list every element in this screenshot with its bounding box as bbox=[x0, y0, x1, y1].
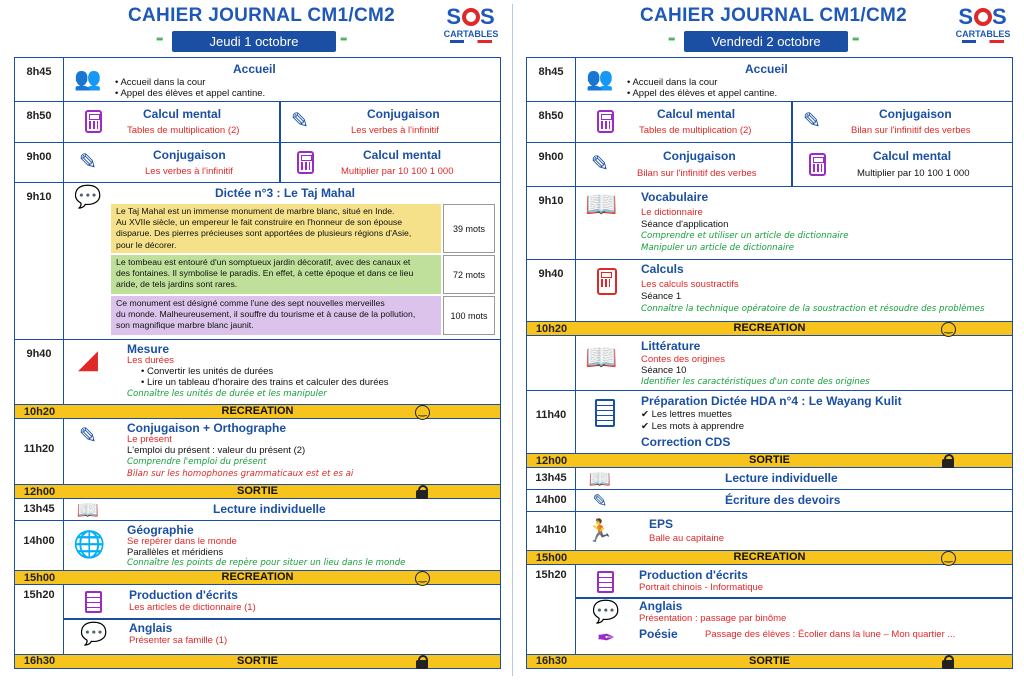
checklist-item: ✔ Les lettres muettes bbox=[641, 409, 732, 420]
subject-title: Anglais bbox=[639, 599, 683, 613]
time-cell: 11h40 bbox=[527, 391, 576, 453]
exit-label: SORTIE bbox=[237, 485, 278, 497]
time-cell: 10h20 bbox=[535, 323, 568, 335]
subject-title: EPS bbox=[649, 517, 674, 531]
subject-detail: Le présent bbox=[127, 434, 172, 445]
time-cell: 15h20 bbox=[527, 565, 576, 655]
subject-detail: Les articles de dictionnaire (1) bbox=[129, 602, 256, 613]
subject-title: Littérature bbox=[641, 339, 701, 353]
bullet-item: • Lire un tableau d'horaire des trains et calculer des durées bbox=[141, 377, 389, 388]
page-jeudi bbox=[10, 0, 510, 683]
pencil-icon: ✎ bbox=[802, 108, 822, 133]
time-cell: 9h00 bbox=[15, 143, 64, 182]
smiley-icon: ‿ bbox=[941, 322, 956, 337]
exit-row bbox=[15, 485, 500, 499]
smiley-icon: ‿ bbox=[415, 571, 430, 586]
time-cell: 9h40 bbox=[15, 340, 64, 404]
runner-icon: 🏃 bbox=[586, 518, 614, 543]
learning-goal: Connaître la technique opératoire de la soustraction et résoudre des problèmes bbox=[641, 304, 985, 314]
schedule-row bbox=[527, 102, 1012, 143]
time-cell bbox=[527, 336, 576, 390]
subject-detail: Présenter sa famille (1) bbox=[129, 635, 228, 646]
subject-title: Mesure bbox=[127, 342, 170, 356]
lesson-line: Séance d'application bbox=[641, 219, 729, 230]
subject-title: Correction CDS bbox=[641, 435, 731, 449]
lock-icon bbox=[416, 485, 428, 499]
exit-row bbox=[15, 654, 500, 668]
day-banner: Jeudi 1 octobre bbox=[172, 31, 336, 52]
subject-title: Conjugaison bbox=[153, 148, 226, 162]
schedule-row bbox=[15, 102, 500, 143]
logo-subtitle: CARTABLES bbox=[443, 29, 499, 39]
time-cell: 14h00 bbox=[15, 521, 64, 570]
subject-title: Conjugaison + Orthographe bbox=[127, 421, 287, 435]
document-icon bbox=[597, 571, 614, 593]
chat-icon: 💬 bbox=[592, 599, 620, 624]
subject-title: Production d'écrits bbox=[129, 588, 238, 602]
lock-icon bbox=[942, 655, 954, 669]
subject-title: Préparation Dictée HDA n°4 : Le Wayang Kulit bbox=[641, 394, 902, 408]
pencil-icon: ✎ bbox=[78, 149, 98, 174]
document-icon bbox=[595, 399, 615, 427]
subject-detail: Multiplier par 10 100 1 000 bbox=[341, 166, 454, 177]
subject-detail: Se repérer dans le monde bbox=[127, 536, 237, 547]
subject-detail: Bilan sur l'infinitif des verbes bbox=[637, 168, 757, 179]
subject-detail: Multiplier par 10 100 1 000 bbox=[857, 168, 970, 179]
subject-title: Calculs bbox=[641, 262, 684, 276]
time-cell: 9h10 bbox=[527, 187, 576, 259]
learning-goal: Manipuler un article de dictionnaire bbox=[641, 243, 795, 253]
page-separator bbox=[512, 4, 513, 676]
time-cell: 10h20 bbox=[23, 406, 56, 418]
bilan-line: Bilan sur les homophones grammaticaux est et es ai bbox=[127, 469, 354, 479]
schedule-row bbox=[15, 143, 500, 183]
subject-detail: Bilan sur l'infinitif des verbes bbox=[851, 125, 971, 136]
time-cell: 12h00 bbox=[23, 486, 56, 498]
lesson-line: Séance 10 bbox=[641, 365, 687, 376]
quill-icon: ✒ bbox=[596, 625, 616, 650]
calculator-icon bbox=[297, 151, 314, 174]
subject-title: Lecture individuelle bbox=[213, 502, 326, 516]
smiley-icon: ‿ bbox=[941, 551, 956, 566]
subject-title: Anglais bbox=[129, 621, 173, 635]
time-cell: 15h20 bbox=[15, 585, 64, 656]
bullet-item: • Appel des élèves et appel cantine. bbox=[115, 88, 266, 99]
users-icon: 👥 bbox=[586, 66, 614, 91]
globe-icon: 🌐 bbox=[73, 529, 106, 559]
users-icon: 👥 bbox=[74, 66, 102, 91]
schedule-row bbox=[527, 58, 1012, 102]
pencil-icon: ✎ bbox=[78, 423, 98, 448]
logo-subtitle: CARTABLES bbox=[955, 29, 1011, 39]
recess-label: RECREATION bbox=[221, 405, 294, 417]
schedule-table bbox=[526, 57, 1013, 669]
time-cell: 16h30 bbox=[23, 655, 56, 667]
recess-label: RECREATION bbox=[733, 551, 806, 563]
schedule-row bbox=[527, 468, 1012, 490]
time-cell: 9h40 bbox=[527, 260, 576, 321]
word-count: 39 mots bbox=[443, 204, 495, 253]
subject-title: Dictée n°3 : Le Taj Mahal bbox=[215, 186, 355, 200]
schedule-row bbox=[15, 521, 500, 571]
set-square-icon: ◢ bbox=[78, 344, 98, 374]
bullet-item: • Appel des élèves et appel cantine. bbox=[627, 88, 778, 99]
time-cell: 8h45 bbox=[527, 58, 576, 101]
time-cell: 15h00 bbox=[23, 572, 56, 584]
recess-row bbox=[527, 322, 1012, 336]
recess-row bbox=[527, 551, 1012, 565]
lesson-line: L'emploi du présent : valeur du présent (2) bbox=[127, 445, 306, 456]
lock-icon bbox=[942, 454, 954, 468]
subject-detail: Les calculs soustractifs bbox=[641, 279, 739, 290]
subject-title: Conjugaison bbox=[879, 107, 952, 121]
logo: S S CARTABLES bbox=[952, 5, 1014, 43]
exit-label: SORTIE bbox=[749, 454, 790, 466]
dictation-paragraph: Le Taj Mahal est un immense monument de marbre blanc, situé en Inde. Au XVIIe siècle, un empereur le fait construire en l'honneur de son épouse disparue. Des pierres précieuses sont apportées de plusieurs régions d'Asie, pour le décorer. bbox=[111, 204, 441, 253]
schedule-table bbox=[14, 57, 501, 669]
schedule-row bbox=[527, 187, 1012, 260]
time-cell: 8h50 bbox=[527, 102, 576, 142]
dictation-paragraph: Le tombeau est entouré d'un somptueux jardin décoratif, avec des canaux et des fontaines. Il symbolise le paradis. En effet, à cette époque et dans ce lieu aride, de tels jardins sont rares. bbox=[111, 255, 441, 294]
subject-title: Poésie bbox=[639, 627, 678, 641]
recess-label: RECREATION bbox=[733, 322, 806, 334]
time-cell: 9h10 bbox=[15, 183, 64, 339]
document-icon bbox=[85, 591, 102, 613]
calculator-icon bbox=[809, 153, 826, 176]
subject-title: Conjugaison bbox=[663, 149, 736, 163]
time-cell: 14h00 bbox=[527, 490, 576, 511]
recess-label: RECREATION bbox=[221, 571, 294, 583]
subject-title: Accueil bbox=[233, 62, 276, 76]
schedule-row bbox=[15, 419, 500, 485]
learning-goal: Connaître les unités de durée et les manipuler bbox=[127, 389, 327, 399]
chat-icon: 💬 bbox=[80, 621, 108, 646]
page-vendredi bbox=[522, 0, 1022, 683]
subject-title: Production d'écrits bbox=[639, 568, 748, 582]
subject-title: Écriture des devoirs bbox=[725, 493, 841, 507]
subject-detail: Portrait chinois - Informatique bbox=[639, 582, 764, 593]
subject-title: Calcul mental bbox=[363, 148, 442, 162]
subject-title: Calcul mental bbox=[143, 107, 222, 121]
time-cell: 14h10 bbox=[527, 512, 576, 550]
subject-title: Géographie bbox=[127, 523, 194, 537]
time-cell: 8h50 bbox=[15, 102, 64, 142]
subject-title: Calcul mental bbox=[657, 107, 736, 121]
schedule-row bbox=[527, 565, 1012, 654]
subject-detail: Contes des origines bbox=[641, 354, 725, 365]
pencil-icon: ✎ bbox=[590, 151, 610, 176]
schedule-row bbox=[15, 340, 500, 405]
exit-row bbox=[527, 654, 1012, 668]
logo: S S CARTABLES bbox=[440, 5, 502, 43]
dictation-paragraph: Ce monument est désigné comme l'une des sept nouvelles merveilles du monde. Malheureusement, il souffre du tourisme et à cause de la pollution, son magnifique marbre blanc jaunit. bbox=[111, 296, 441, 335]
open-book-icon: 📖 bbox=[585, 342, 618, 372]
word-count: 100 mots bbox=[443, 296, 495, 335]
schedule-row bbox=[15, 499, 500, 521]
pencil-icon: ✎ bbox=[290, 108, 310, 133]
schedule-row bbox=[527, 143, 1012, 187]
learning-goal: Identifier les caractéristiques d'un conte des origines bbox=[641, 377, 870, 387]
page-title: CAHIER JOURNAL CM1/CM2 bbox=[640, 5, 907, 26]
schedule-row bbox=[527, 260, 1012, 322]
lesson-line: Parallèles et méridiens bbox=[127, 547, 224, 558]
schedule-row bbox=[15, 183, 500, 340]
open-book-icon: 📖 bbox=[585, 189, 618, 219]
word-count: 72 mots bbox=[443, 255, 495, 294]
recess-row bbox=[15, 405, 500, 419]
checklist-item: ✔ Les mots à apprendre bbox=[641, 421, 745, 432]
bullet-item: • Accueil dans la cour bbox=[627, 77, 718, 88]
subject-title: Accueil bbox=[745, 62, 788, 76]
pencil-icon: ✎ bbox=[592, 491, 608, 511]
sparkle-icon: ⁼ bbox=[668, 33, 676, 49]
subject-title: Calcul mental bbox=[873, 149, 952, 163]
time-cell: 12h00 bbox=[535, 455, 568, 467]
speech-bubble-icon: 💬 bbox=[74, 184, 102, 209]
subject-detail: Le dictionnaire bbox=[641, 207, 703, 218]
exit-label: SORTIE bbox=[749, 655, 790, 667]
bullet-item: • Convertir les unités de durées bbox=[141, 366, 274, 377]
subject-title: Lecture individuelle bbox=[725, 471, 838, 485]
page-title: CAHIER JOURNAL CM1/CM2 bbox=[128, 5, 395, 26]
schedule-row bbox=[527, 391, 1012, 454]
day-banner: Vendredi 2 octobre bbox=[684, 31, 848, 52]
schedule-row bbox=[527, 336, 1012, 391]
time-cell: 11h20 bbox=[15, 419, 64, 484]
learning-goal: Comprendre et utiliser un article de dictionnaire bbox=[641, 231, 849, 241]
schedule-row bbox=[15, 58, 500, 102]
subject-detail: Passage des élèves : Écolier dans la lune – Mon quartier ... bbox=[705, 629, 956, 640]
subject-detail: Balle au capitaine bbox=[649, 533, 724, 544]
subject-detail: Les durées bbox=[127, 355, 175, 366]
calculator-icon bbox=[597, 110, 614, 133]
time-cell: 16h30 bbox=[535, 655, 568, 667]
exit-label: SORTIE bbox=[237, 655, 278, 667]
subject-detail: Tables de multiplication (2) bbox=[639, 125, 752, 136]
time-cell: 15h00 bbox=[535, 552, 568, 564]
learning-goal: Comprendre l'emploi du présent bbox=[127, 457, 267, 467]
lock-icon bbox=[416, 655, 428, 669]
sparkle-icon: ⁼ bbox=[156, 33, 164, 49]
time-cell: 8h45 bbox=[15, 58, 64, 101]
subject-title: Conjugaison bbox=[367, 107, 440, 121]
schedule-row bbox=[527, 490, 1012, 512]
time-cell: 13h45 bbox=[15, 499, 64, 520]
open-book-icon: 📖 bbox=[76, 500, 100, 520]
calculator-icon bbox=[85, 110, 102, 133]
subject-detail: Présentation : passage par binôme bbox=[639, 613, 787, 624]
sparkle-icon: ⁼ bbox=[852, 33, 860, 49]
exit-row bbox=[527, 454, 1012, 468]
lesson-line: Séance 1 bbox=[641, 291, 682, 302]
subject-detail: Tables de multiplication (2) bbox=[127, 125, 240, 136]
subject-title: Vocabulaire bbox=[641, 190, 709, 204]
learning-goal: Connaître les points de repère pour situer un lieu dans le monde bbox=[127, 558, 406, 568]
schedule-row bbox=[15, 585, 500, 654]
subject-detail: Les verbes à l'infinitif bbox=[145, 166, 233, 177]
time-cell: 13h45 bbox=[527, 468, 576, 489]
subject-detail: Les verbes à l'infinitif bbox=[351, 125, 439, 136]
open-book-icon: 📖 bbox=[588, 469, 612, 489]
smiley-icon: ‿ bbox=[415, 405, 430, 420]
sparkle-icon: ⁼ bbox=[340, 33, 348, 49]
bullet-item: • Accueil dans la cour bbox=[115, 77, 206, 88]
time-cell: 9h00 bbox=[527, 143, 576, 186]
calculator-icon bbox=[597, 268, 617, 295]
recess-row bbox=[15, 571, 500, 585]
schedule-row bbox=[527, 512, 1012, 551]
